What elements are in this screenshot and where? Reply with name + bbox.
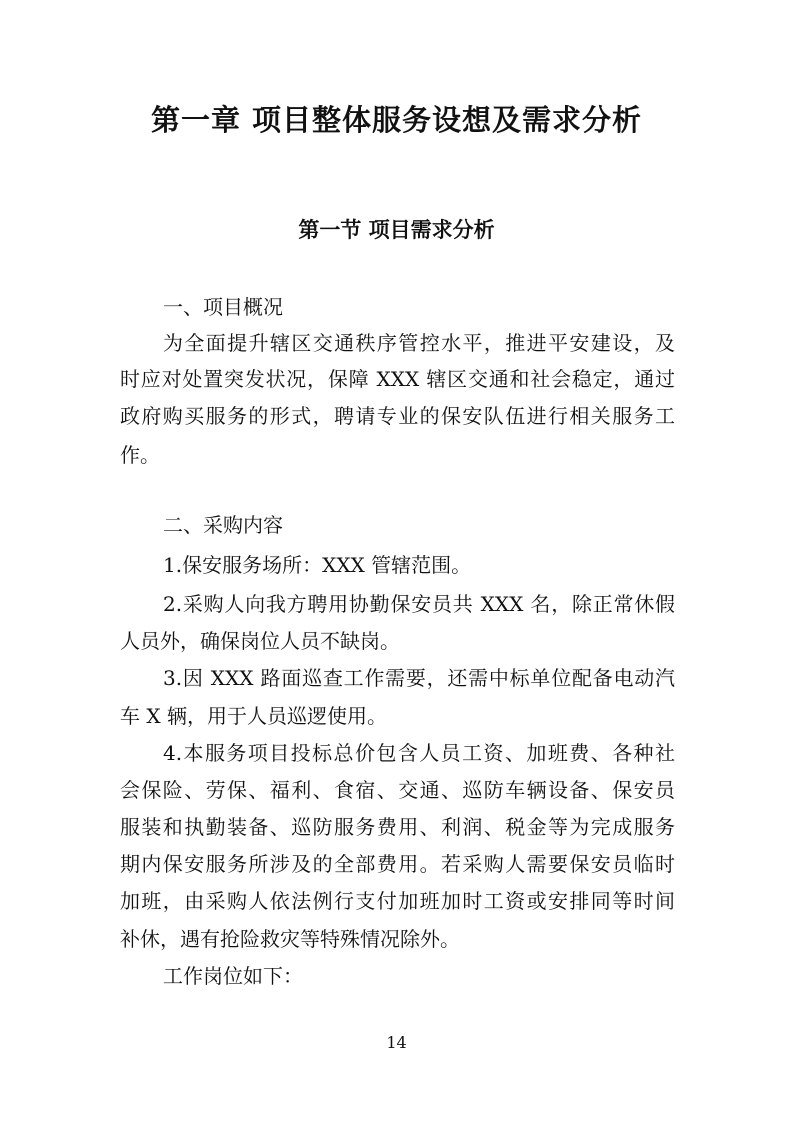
page-number: 14 — [386, 1033, 407, 1052]
list-item-continued: 服装和执勤装备、巡防服务费用、利润、税金等为完成服务 — [120, 815, 675, 839]
list-item-continued: 加班，由采购人依法例行支付加班加时工资或安排同等时间 — [120, 889, 675, 913]
list-item-continued: 期内保安服务所涉及的全部费用。若采购人需要保安员临时 — [120, 852, 675, 876]
list-item: 3.因 XXX 路面巡查工作需要，还需中标单位配备电动汽 — [163, 666, 675, 690]
list-item-continued: 会保险、劳保、福利、食宿、交通、巡防车辆设备、保安员 — [120, 778, 675, 802]
heading-project-overview: 一、项目概况 — [163, 295, 283, 319]
paragraph-line: 为全面提升辖区交通秩序管控水平，推进平安建设，及 — [163, 331, 675, 355]
heading-procurement-content: 二、采购内容 — [163, 513, 283, 537]
paragraph-line: 时应对处置突发状况，保障 XXX 辖区交通和社会稳定，通过 — [120, 367, 675, 391]
posts-intro: 工作岗位如下： — [163, 964, 303, 988]
section-title: 第一节 项目需求分析 — [298, 217, 495, 242]
list-item-continued: 车 X 辆，用于人员巡逻使用。 — [120, 704, 387, 728]
list-item: 1.保安服务场所：XXX 管辖范围。 — [163, 553, 472, 577]
paragraph-line: 作。 — [120, 443, 160, 467]
list-item-continued: 补休，遇有抢险救灾等特殊情况除外。 — [120, 927, 460, 951]
list-item: 2.采购人向我方聘用协勤保安员共 XXX 名，除正常休假 — [163, 592, 675, 616]
list-item-continued: 人员外，确保岗位人员不缺岗。 — [120, 629, 400, 653]
list-item: 4.本服务项目投标总价包含人员工资、加班费、各种社 — [163, 741, 675, 765]
paragraph-line: 政府购买服务的形式，聘请专业的保安队伍进行相关服务工 — [120, 404, 675, 428]
chapter-title: 第一章 项目整体服务设想及需求分析 — [150, 103, 643, 137]
